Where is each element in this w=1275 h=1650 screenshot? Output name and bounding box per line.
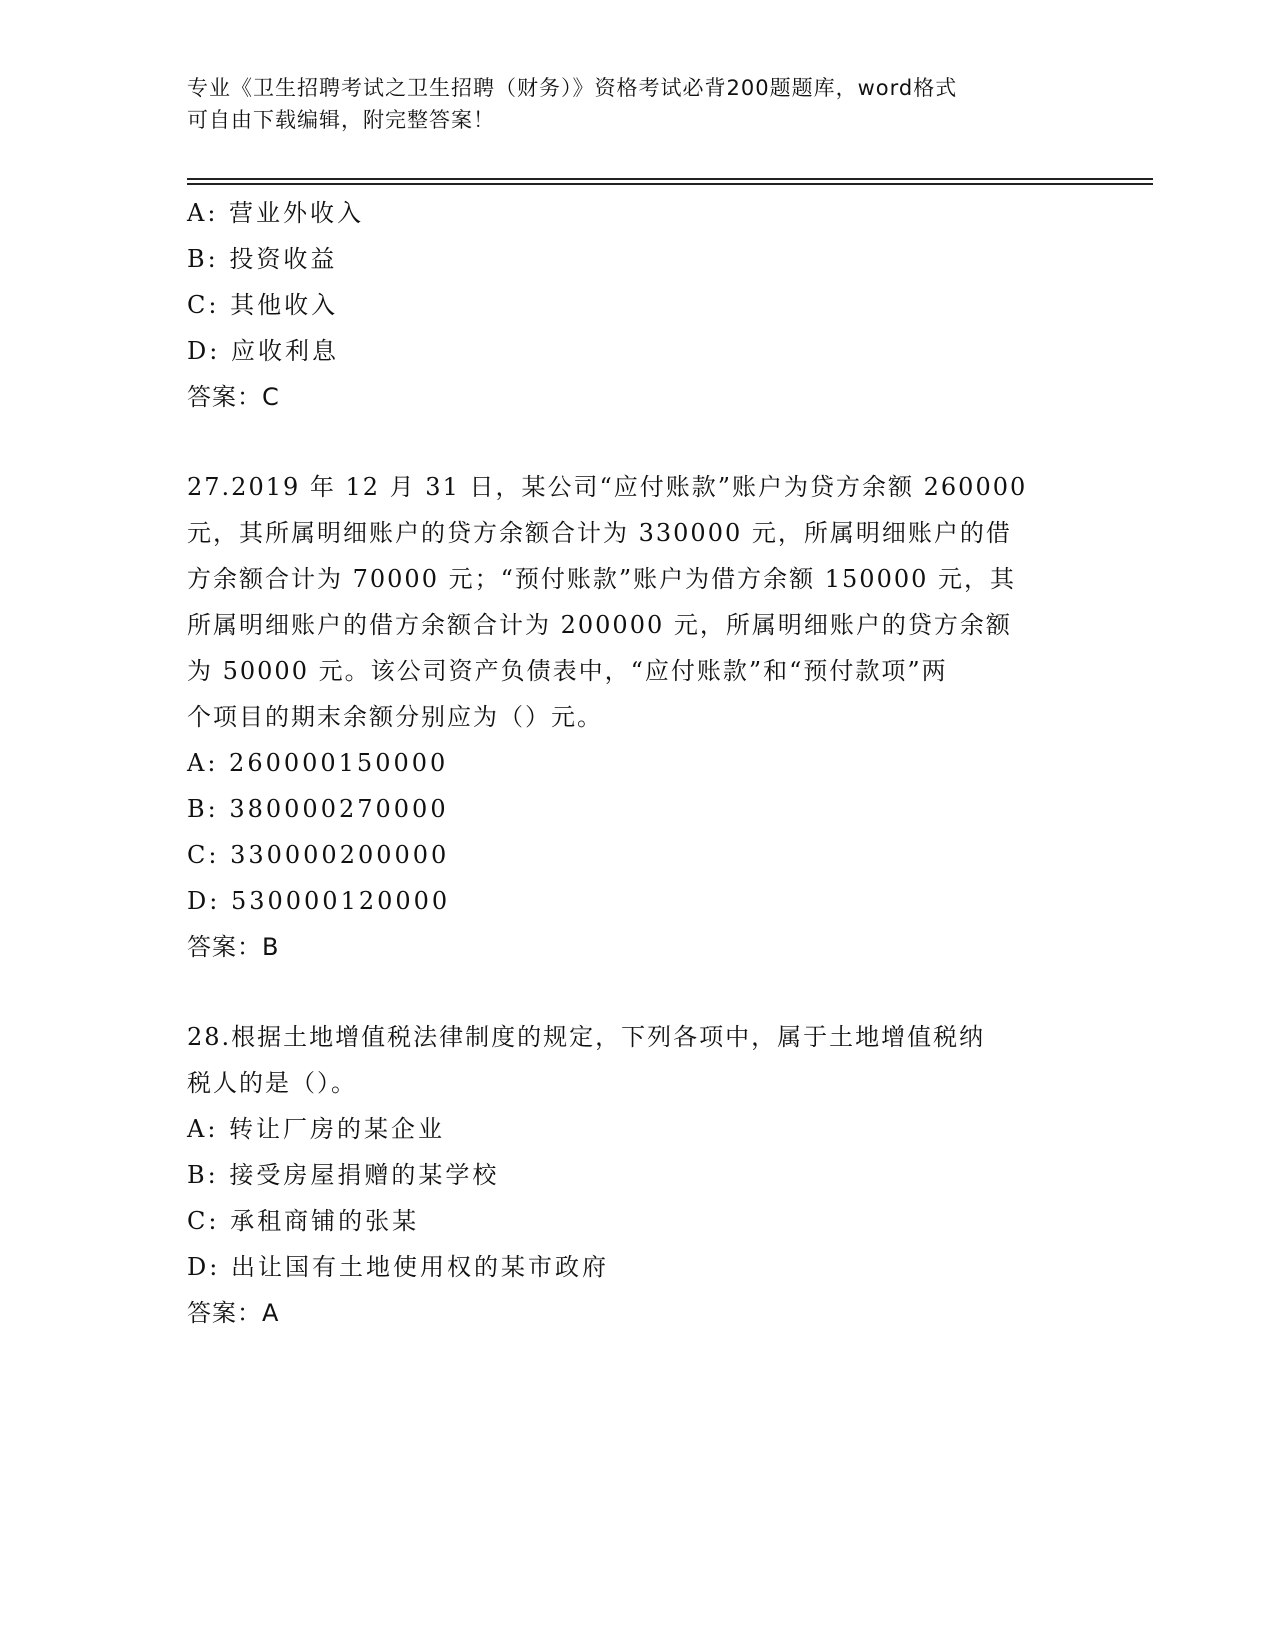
option-c: C: 330000200000 <box>187 841 450 869</box>
document-header <box>187 72 1067 136</box>
option-b: B: 投资收益 <box>187 245 338 273</box>
option-b: B: 380000270000 <box>187 795 449 823</box>
question-block-28 <box>187 1014 1087 1336</box>
stem-line: 27.2019 年 12 月 31 日，某公司“应付账款”账户为贷方余额 260000 <box>187 473 1028 501</box>
stem-line: 元，其所属明细账户的贷方余额合计为 330000 元，所属明细账户的借 <box>187 519 1012 547</box>
option-b: B: 接受房屋捐赠的某学校 <box>187 1161 500 1189</box>
question-block-prev <box>187 190 1087 420</box>
answer-line: 答案：C <box>187 383 280 411</box>
stem-line: 方余额合计为 70000 元；“预付账款”账户为借方余额 150000 元，其 <box>187 565 1017 593</box>
option-c: C: 承租商铺的张某 <box>187 1207 420 1235</box>
question-stem <box>187 464 1087 740</box>
option-a: A: 转让厂房的某企业 <box>187 1115 446 1143</box>
question-block-27 <box>187 464 1087 970</box>
option-d: D: 应收利息 <box>187 337 339 365</box>
document-body <box>187 190 1087 1336</box>
stem-line: 28.根据土地增值税法律制度的规定，下列各项中，属于土地增值税纳 <box>187 1023 986 1051</box>
option-a: A: 260000150000 <box>187 749 449 777</box>
header-line-2: 可自由下载编辑，附完整答案！ <box>187 108 495 132</box>
stem-line: 所属明细账户的借方余额合计为 200000 元，所属明细账户的贷方余额 <box>187 611 1012 639</box>
answer-line: 答案：B <box>187 933 280 961</box>
option-d: D: 530000120000 <box>187 887 451 915</box>
header-rule-bottom <box>187 183 1153 185</box>
option-c: C: 其他收入 <box>187 291 339 319</box>
option-d: D: 出让国有土地使用权的某市政府 <box>187 1253 609 1281</box>
stem-line: 为 50000 元。该公司资产负债表中，“应付账款”和“预付款项”两 <box>187 657 948 685</box>
question-stem <box>187 1014 1087 1106</box>
stem-line: 税人的是（）。 <box>187 1069 357 1097</box>
header-rule-top <box>187 178 1153 180</box>
stem-line: 个项目的期末余额分别应为（）元。 <box>187 703 603 731</box>
answer-line: 答案：A <box>187 1299 280 1327</box>
option-a: A: 营业外收入 <box>187 199 365 227</box>
header-line-1: 专业《卫生招聘考试之卫生招聘（财务）》资格考试必背200题题库，word格式 <box>187 76 958 100</box>
